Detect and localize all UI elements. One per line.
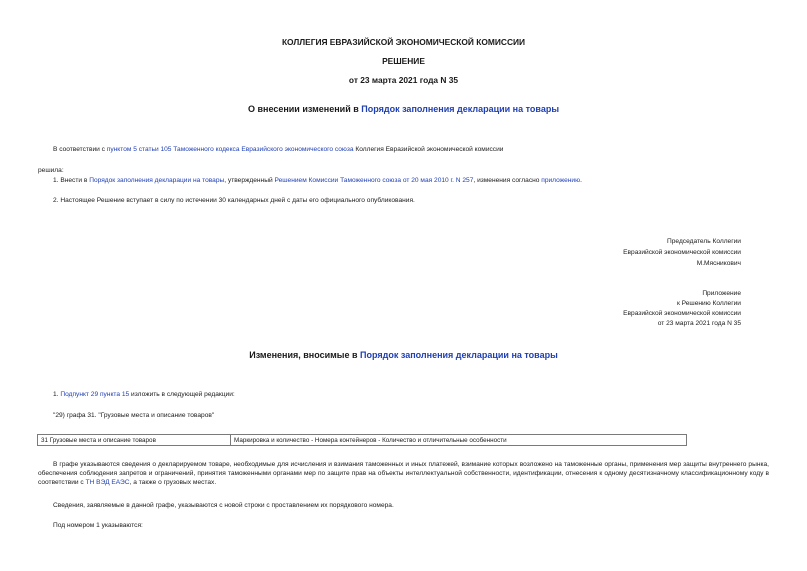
table-cell-graph-name: 31 Грузовые места и описание товаров	[38, 435, 231, 446]
subparagraph-29-link[interactable]: Подпункт 29 пункта 15	[60, 391, 130, 398]
table-cell-graph-subfields: Маркировка и количество - Номера контейнеров - Количество и отличительные особенности	[231, 435, 687, 446]
appendix-line-4: от 23 марта 2021 года N 35	[657, 320, 741, 327]
customs-code-link[interactable]: пунктом 5 статьи 105 Таможенного кодекса Евразийского экономического союза	[106, 146, 354, 153]
title-link[interactable]: Порядок заполнения декларации на товары	[361, 104, 560, 114]
form-graph-table	[37, 434, 687, 446]
table-row	[38, 435, 687, 446]
paragraph-1: В графе указываются сведения о декларируемом товаре, необходимые для исчисления и взимания таможенных и иных платежей, взимание которых возложено на таможенные органы, применения мер защиты внутреннего рынка, обеспечения соблюдения запретов и ограничений, принятия таможенными органами мер по защите прав на объекты интеллектуальной собственности, идентификации, отнесения к одному десятизначному классификационному коду в соответствии с ТН ВЭД ЕАЭС, а также о грузовых местах.	[38, 461, 769, 487]
appendix-line-2: к Решению Коллегии	[676, 300, 741, 307]
quote-heading: "29) графа 31. "Грузовые места и описание товаров"	[53, 412, 215, 419]
doc-type-heading: РЕШЕНИЕ	[382, 56, 425, 66]
paragraph-3: Под номером 1 указываются:	[53, 522, 143, 529]
org-heading: КОЛЛЕГИЯ ЕВРАЗИЙСКОЙ ЭКОНОМИЧЕСКОЙ КОМИССИИ	[281, 37, 526, 47]
preamble: В соответствии с пунктом 5 статьи 105 Таможенного кодекса Евразийского экономического союза Коллегия Евразийской экономической комиссии	[53, 146, 504, 153]
appendix-line-3: Евразийской экономической комиссии	[623, 310, 741, 317]
changes-title-link[interactable]: Порядок заполнения декларации на товары	[360, 350, 558, 360]
appendix-link[interactable]: приложению	[541, 177, 581, 184]
signature-line-3: М.Мясникович	[696, 260, 741, 267]
paragraph-2: Сведения, заявляемые в данной графе, указываются с новой строки с проставлением их порядкового номера.	[53, 502, 394, 509]
resolved-label: решила:	[38, 167, 64, 174]
changes-title: Изменения, вносимые в Порядок заполнения декларации на товары	[249, 350, 558, 360]
signature-line-2: Евразийской экономической комиссии	[623, 249, 741, 256]
date-number-heading: от 23 марта 2021 года N 35	[348, 75, 459, 85]
appendix-line-1: Приложение	[702, 290, 741, 297]
procedure-link[interactable]: Порядок заполнения декларации на товары	[89, 177, 225, 184]
tnved-link[interactable]: ТН ВЭД ЕАЭС	[85, 479, 130, 487]
signature-line-1: Председатель Коллегии	[667, 238, 741, 245]
item-1: 1. Внести в Порядок заполнения декларации на товары, утвержденный Решением Комиссии Таможенного союза от 20 мая 2010 г. N 257, изменения согласно приложению.	[53, 177, 582, 184]
document-title: О внесении изменений в Порядок заполнения декларации на товары	[247, 104, 560, 114]
decision-257-link[interactable]: Решением Комиссии Таможенного союза от 20 мая 2010 г. N 257	[274, 177, 474, 184]
change-1: 1. Подпункт 29 пункта 15 изложить в следующей редакции:	[53, 391, 235, 398]
item-2: 2. Настоящее Решение вступает в силу по истечении 30 календарных дней с даты его официального опубликования.	[53, 197, 415, 204]
